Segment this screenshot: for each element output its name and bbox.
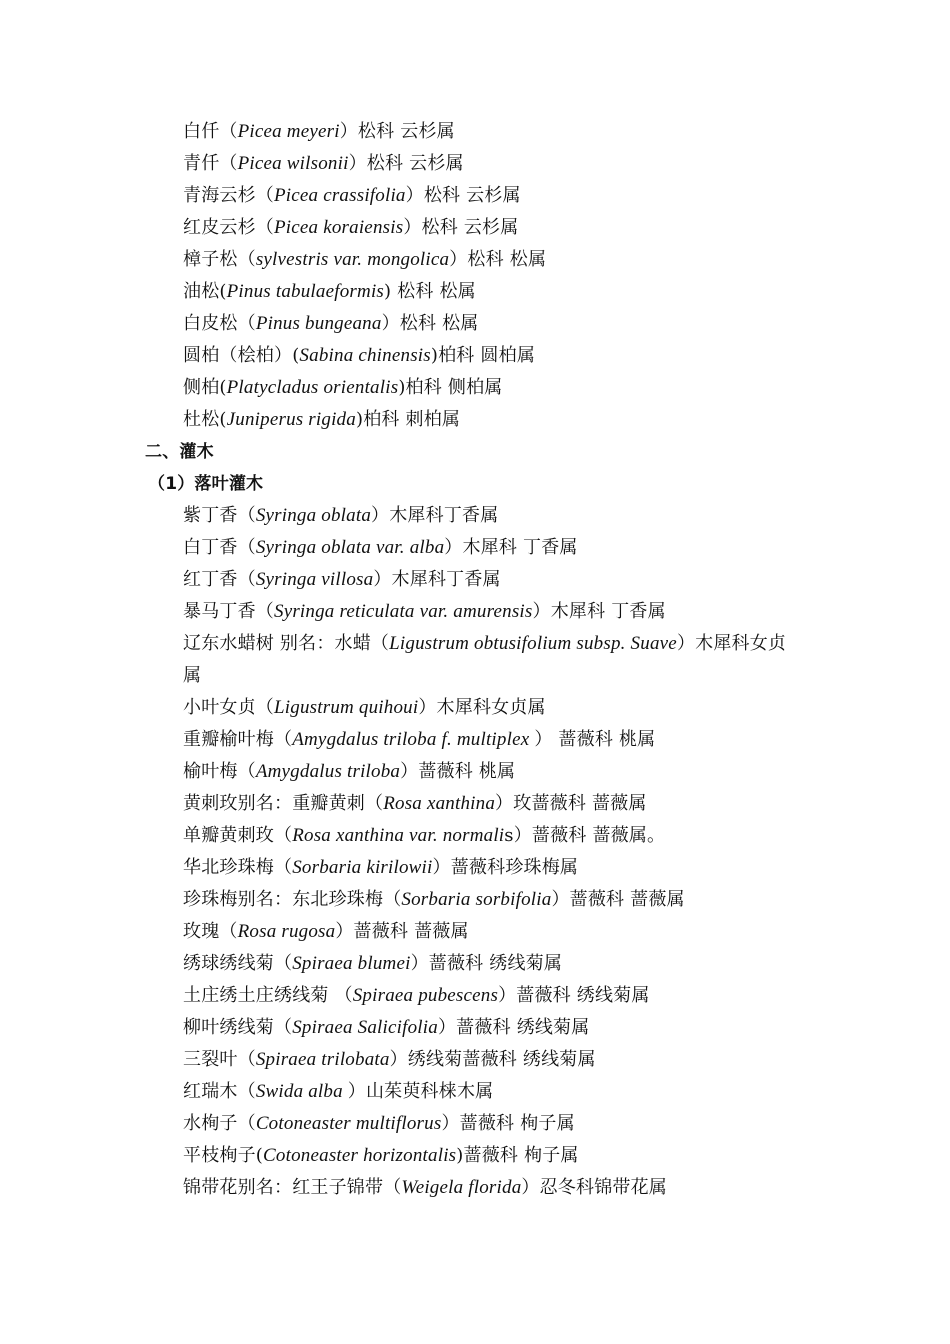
common-name: 水栒子（ [183,1113,256,1134]
latin-name: Ligustrum quihoui [274,697,419,718]
latin-name: Swida alba [255,1081,348,1102]
latin-name: Picea wilsonii [237,153,349,174]
latin-name: Sabina chinensis [299,345,431,366]
list-item [183,280,476,304]
family-genus: ）蔷薇科珍珠梅属 [432,857,579,878]
latin-name: Syringa villosa [255,569,374,590]
list-item [183,248,546,272]
list-item [183,696,546,720]
list-item [183,1144,579,1168]
common-name: 锦带花别名：红王子锦带（ [183,1177,402,1198]
latin-name: Rosa xanthina [383,793,496,814]
list-item [183,920,469,944]
latin-name: Spiraea pubescens [352,985,499,1006]
list-item [183,120,455,144]
common-name: 珍珠梅别名：东北珍珠梅（ [183,889,402,910]
latin-name: Syringa oblata var. alba [255,537,445,558]
latin-name: Picea meyeri [237,121,340,142]
latin-name: Spiraea blumei [292,953,411,974]
list-item [183,856,578,880]
family-genus: )柏科 圆柏属 [430,345,536,366]
common-name: 白丁香（ [183,537,256,558]
family-genus: ）松科 云杉属 [403,217,519,238]
latin-name: Amygdalus triloba [255,761,401,782]
family-genus: ）松科 云杉属 [348,153,464,174]
list-item [183,408,460,432]
list-item [183,1176,667,1200]
common-name: 樟子松（ [183,249,256,270]
list-item [183,1048,596,1072]
list-item [183,568,501,592]
latin-name: Sorbaria sorbifolia [401,889,552,910]
list-item [183,312,479,336]
common-name: 华北珍珠梅（ [183,857,293,878]
latin-name: sylvestris var. mongolica [255,249,450,270]
common-name: 土庄绣土庄绣线菊 （ [183,985,353,1006]
family-genus: ）木犀科女贞属 [418,697,546,718]
latin-name: Rosa rugosa [237,921,336,942]
list-item [183,824,665,848]
common-name: 红丁香（ [183,569,256,590]
family-genus: )柏科 侧柏属 [398,377,503,398]
common-name: 黄刺玫别名：重瓣黄刺（ [183,793,384,814]
common-name: 柳叶绣线菊（ [183,1017,293,1038]
family-genus: ）松科 云杉属 [339,121,455,142]
common-name: 圆柏（桧柏）( [183,345,300,366]
common-name: 重瓣榆叶梅（ [183,729,293,750]
common-name: 红瑞木（ [183,1081,256,1102]
common-name: 小叶女贞（ [183,697,274,718]
latin-name: Syringa reticulata var. amurensis [274,601,533,622]
common-name: 榆叶梅（ [183,761,256,782]
common-name: 三裂叶（ [183,1049,256,1070]
latin-name: Weigela florida [401,1177,522,1198]
list-item-continuation [183,664,201,688]
list-item [183,888,685,912]
family-genus: ）木犀科 丁香属 [444,537,578,558]
family-genus: )柏科 刺柏属 [355,409,461,430]
list-item [183,984,650,1008]
latin-name: Spiraea trilobata [255,1049,390,1070]
list-item [183,344,535,368]
list-item [183,536,578,560]
family-genus: ）木犀科丁香属 [371,505,499,526]
list-item [183,1112,575,1136]
family-genus: ）松科 松属 [449,249,547,270]
family-genus: ）蔷薇科 绣线菊属 [410,953,563,974]
common-name: 暴马丁香（ [183,601,274,622]
family-genus: ）木犀科 丁香属 [532,601,666,622]
common-name: 杜松( [183,409,227,430]
latin-name: Ligustrum obtusifolium subsp. Suave [389,633,677,654]
family-genus: )蔷薇科 栒子属 [456,1145,579,1166]
common-name: 红皮云杉（ [183,217,274,238]
latin-name: Pinus tabulaeformis [226,281,385,302]
common-name: 青仟（ [183,153,238,174]
family-genus: ）蔷薇科 绣线菊属 [498,985,650,1006]
family-genus: ）忍冬科锦带花属 [521,1177,668,1198]
latin-name: Sorbaria kirilowii [292,857,433,878]
family-genus: ）木犀科女贞 [676,633,787,654]
list-item [183,376,502,400]
list-item [183,152,464,176]
list-item [183,504,498,528]
family-genus: ）玫蔷薇科 蔷薇属 [495,793,647,814]
list-item [183,184,521,208]
family-genus: ）松科 松属 [381,313,479,334]
list-item [183,952,562,976]
list-item [183,760,515,784]
latin-name: Platycladus orientalis [226,377,399,398]
latin-name: Picea koraiensis [274,217,404,238]
family-genus: ）山茱萸科梾木属 [347,1081,494,1102]
latin-name: Syringa oblata [255,505,372,526]
subsection-heading: （1）落叶灌木 [148,474,264,494]
family-genus: s）蔷薇科 蔷薇属。 [504,825,666,846]
family-genus: ）松科 云杉属 [405,185,521,206]
latin-name: Rosa xanthina var. normali [292,825,505,846]
family-genus: ） 蔷薇科 桃属 [534,729,656,750]
family-genus: ) 松科 松属 [384,281,476,302]
list-item [183,1016,590,1040]
common-name: 单瓣黄刺玫（ [183,825,293,846]
latin-name: Amygdalus triloba f. multiplex [292,729,535,750]
latin-name: Cotoneaster multiflorus [255,1113,442,1134]
list-item [183,632,786,656]
latin-name: Juniperus rigida [226,409,356,430]
common-name: 平枝栒子( [183,1145,264,1166]
common-name: 油松( [183,281,227,302]
list-item [183,1080,493,1104]
common-name: 白皮松（ [183,313,256,334]
list-item [183,600,666,624]
common-name: 绣球绣线菊（ [183,953,293,974]
wrapped-text: 属 [183,665,202,686]
family-genus: ）蔷薇科 绣线菊属 [437,1017,590,1038]
section-heading: 二、灌木 [145,442,214,462]
latin-name: Picea crassifolia [274,185,406,206]
latin-name: Spiraea Salicifolia [292,1017,438,1038]
family-genus: ）木犀科丁香属 [373,569,501,590]
latin-name: Cotoneaster horizontalis [263,1145,457,1166]
family-genus: ）蔷薇科 蔷薇属 [335,921,469,942]
family-genus: ）蔷薇科 桃属 [400,761,516,782]
common-name: 青海云杉（ [183,185,274,206]
family-genus: ）绣线菊蔷薇科 绣线菊属 [389,1049,596,1070]
common-name: 辽东水蜡树 别名：水蜡（ [183,633,390,654]
family-genus: ）蔷薇科 栒子属 [441,1113,575,1134]
common-name: 玫瑰（ [183,921,238,942]
list-item [183,792,647,816]
list-item [183,728,655,752]
common-name: 紫丁香（ [183,505,256,526]
list-item [183,216,518,240]
latin-name: Pinus bungeana [255,313,382,334]
common-name: 侧柏( [183,377,227,398]
common-name: 白仟（ [183,121,238,142]
family-genus: ）蔷薇科 蔷薇属 [551,889,685,910]
